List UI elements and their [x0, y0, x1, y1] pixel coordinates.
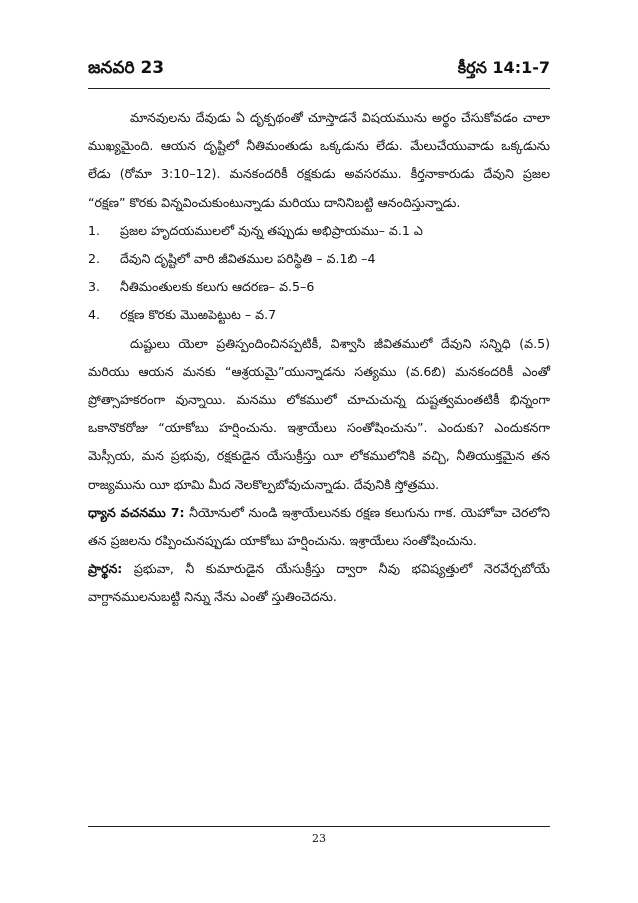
outline-number: 4. — [88, 307, 101, 323]
outline-text: నీతిమంతులకు కలుగు ఆదరణ– వ.5–6 — [120, 279, 315, 295]
memory-verse-label: ధ్యాన వచనము 7: — [88, 504, 185, 520]
outline-item — [88, 217, 550, 245]
outline-item — [88, 245, 550, 273]
outline-number: 3. — [88, 279, 101, 295]
outline-text: రక్షణ కొరకు మొఱపెట్టుట – వ.7 — [120, 307, 277, 323]
outline-number: 2. — [88, 251, 101, 267]
outline-text: ప్రజల హృదయములలో వున్న తప్పుడు అభిప్రాయము– వ.1 ఎ — [120, 222, 423, 238]
prayer — [88, 555, 550, 611]
outline-item — [88, 301, 550, 329]
intro-paragraph: మానవులను దేవుడు ఏ దృక్పథంతో చూస్తాడనే విషయమును అర్థం చేసుకోవడం చాలా ముఖ్యమైంది. ఆయన దృష్టిలో నీతిమంతుడు ఒక్కడును లేడు. మేలుచేయువాడు ఒక్కడును లేడు (రోమా 3:10–12). మనకందరికీ రక్షకుడు అవసరము. కీర్తనాకారుడు దేవుని ప్రజల “రక్షణ” కొరకు విన్నవించుకుంటున్నాడు మరియు దానినిబట్టి ఆనందిస్తున్నాడు. — [88, 110, 550, 210]
outline-text: దేవుని దృష్టిలో వారి జీవితముల పరిస్థితి – వ.1బి –4 — [120, 251, 376, 267]
header-rule — [88, 88, 550, 89]
reflection-paragraph: దుష్టులు యెలా ప్రతిస్పందించినప్పటికీ, విశ్వాసి జీవితములో దేవుని సన్నిధి (వ.5) మరియు ఆయన మనకు “ఆశ్రయమై”యున్నాడను సత్యము (వ.6బి) మనకందరికీ ఎంతో ప్రోత్సాహకరంగా వున్నాయి. మనము లోకములో చూచుచున్న దుష్టత్వమంతటికీ భిన్నంగా ఒకానొకరోజు “యాకోబు హర్షించును. ఇశ్రాయేలు సంతోషించును”. ఎందుకు? ఎందుకనగా మెస్సీయ, మన ప్రభువు, రక్షకుడైన యేసుక్రీస్తు యీ లోకములోనికి వచ్చి, నీతియుక్తమైన తన రాజ్యమును యీ భూమి మీద నెలకొల్పబోవుచున్నాడు. దేవునికి స్తోత్రము. — [88, 335, 550, 492]
prayer-label: ప్రార్థన: — [88, 561, 123, 577]
page-header — [88, 58, 550, 88]
header-date: జనవరి 23 — [88, 58, 165, 78]
footer-rule — [88, 826, 550, 827]
outline-item — [88, 273, 550, 301]
outline-number: 1. — [88, 222, 101, 238]
memory-verse-text: నీయోనులో నుండి ఇశ్రాయేలునకు రక్షణ కలుగును గాక. యెహోవా చెరలోని తన ప్రజలను రప్పించునప్పుడు యాకోబు హర్షించును. ఇశ్రాయేలు సంతోషించును. — [88, 504, 550, 549]
header-scripture-reference: కీర్తన 14:1-7 — [457, 58, 550, 77]
prayer-text: ప్రభువా, నీ కుమారుడైన యేసుక్రీస్తు ద్వారా నీవు భవిష్యత్తులో నెరవేర్చబోయే వాగ్దానములనుబట్టి నిన్ను నేను ఎంతో స్తుతించెదను. — [88, 561, 550, 605]
memory-verse — [88, 499, 550, 555]
page-content — [88, 104, 550, 612]
page-number: 23 — [312, 832, 326, 845]
outline-list — [88, 217, 550, 330]
